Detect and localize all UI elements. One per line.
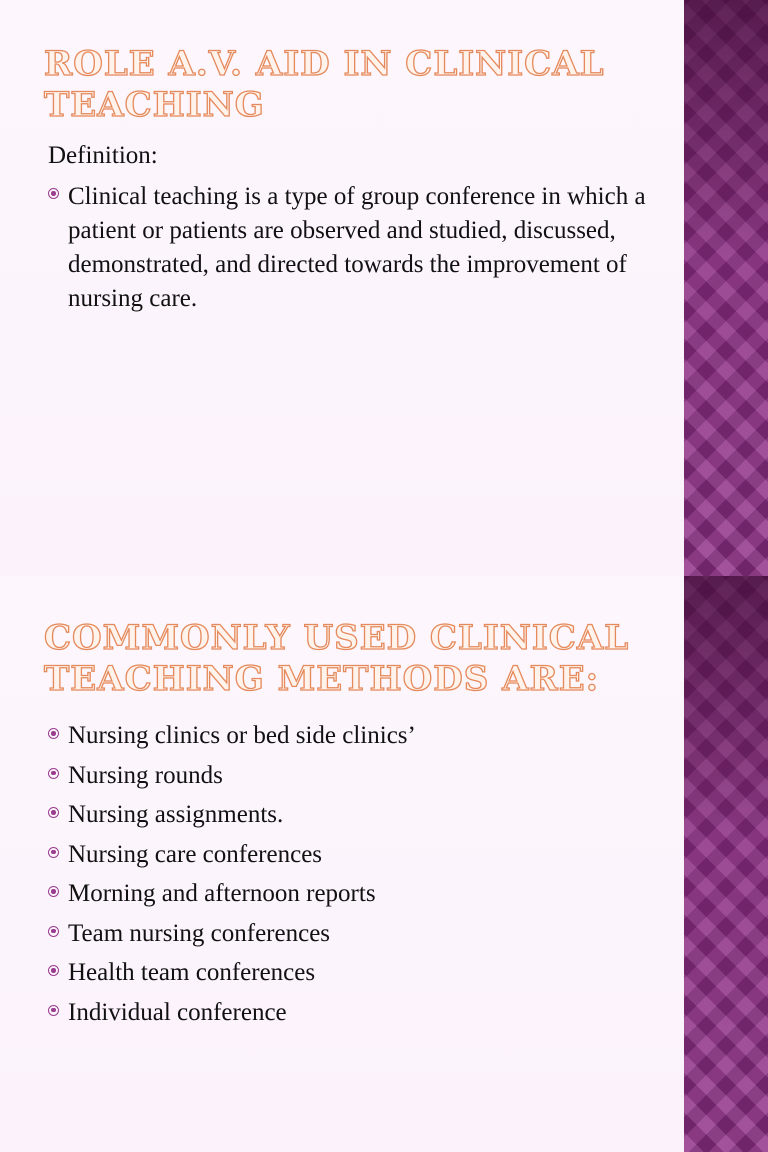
title-line-2: TEACHING METHODS ARE: xyxy=(44,659,600,699)
list-item xyxy=(46,756,666,796)
methods-list xyxy=(46,716,666,1032)
list-item xyxy=(46,953,666,993)
list-item xyxy=(46,180,646,316)
method-text: Nursing clinics or bed side clinics’ xyxy=(68,722,416,749)
list-item xyxy=(46,716,666,756)
radio-bullet-icon xyxy=(48,886,59,897)
definition-text: Clinical teaching is a type of group conference in which a patient or patients are observed and studied, discussed, demonstrated, and directed towards the improvement of nursing care. xyxy=(68,183,646,312)
radio-bullet-icon xyxy=(48,926,59,937)
radio-bullet-icon xyxy=(48,188,59,199)
method-text: Nursing care conferences xyxy=(68,840,323,868)
definition-list xyxy=(46,180,646,316)
list-item xyxy=(46,795,666,835)
decorative-side-band xyxy=(684,576,768,1152)
radio-bullet-icon xyxy=(48,965,59,976)
radio-bullet-icon xyxy=(48,768,59,779)
slide-title xyxy=(44,44,644,126)
title-line-1: COMMONLY USED CLINICAL xyxy=(44,618,630,658)
method-text: Team nursing conferences xyxy=(68,919,331,947)
method-text: Nursing rounds xyxy=(68,761,223,789)
method-text: Morning and afternoon reports xyxy=(68,880,376,907)
title-line-1: ROLE A.V. AID IN CLINICAL xyxy=(44,44,605,84)
radio-bullet-icon xyxy=(48,1005,59,1016)
list-item xyxy=(46,914,666,954)
radio-bullet-icon xyxy=(48,847,59,858)
list-item xyxy=(46,993,666,1033)
list-item xyxy=(46,874,666,914)
radio-bullet-icon xyxy=(48,728,59,739)
title-line-2: TEACHING xyxy=(44,85,265,125)
method-text: Nursing assignments. xyxy=(68,801,284,828)
radio-bullet-icon xyxy=(48,807,59,818)
slide-title xyxy=(44,618,644,700)
definition-label: Definition: xyxy=(48,142,158,169)
method-text: Individual conference xyxy=(68,998,287,1026)
list-item xyxy=(46,835,666,875)
method-text: Health team conferences xyxy=(68,959,316,986)
decorative-side-band xyxy=(684,0,768,576)
